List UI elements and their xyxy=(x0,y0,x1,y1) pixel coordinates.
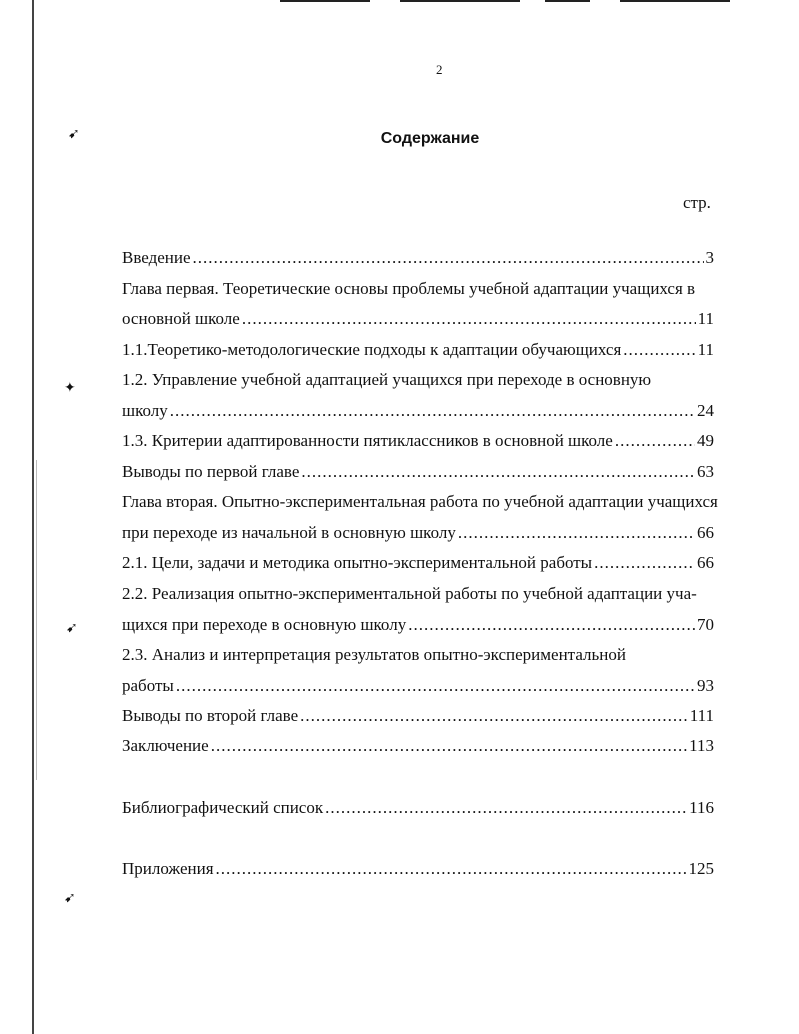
toc-entry xyxy=(122,340,714,360)
leader-dots xyxy=(325,798,687,818)
toc-entry-title: Библиографический список xyxy=(122,798,324,817)
leader-dots xyxy=(301,462,695,482)
toc-entry-page: 11 xyxy=(697,309,714,328)
toc-entry-title: при переходе из начальной в основную школу xyxy=(122,523,456,542)
toc-entry-page: 24 xyxy=(697,401,714,420)
toc-entry-title: Выводы по второй главе xyxy=(122,706,299,725)
leader-dots xyxy=(594,553,695,573)
toc-entry xyxy=(122,431,714,451)
scan-border-left-faint xyxy=(36,460,37,780)
toc-entry-title: Глава первая. Теоретические основы проблемы учебной адаптации учащихся в xyxy=(122,279,696,298)
toc-entry-line xyxy=(122,492,752,512)
toc-entry-page: 3 xyxy=(705,248,714,267)
leader-dots xyxy=(176,676,695,696)
leader-dots xyxy=(242,309,696,329)
toc-entry-line xyxy=(122,370,752,390)
toc-entry xyxy=(122,523,714,543)
toc-entry xyxy=(122,615,714,635)
toc-entry-line xyxy=(122,584,752,604)
toc-entry-title: 1.1.Теоретико-методологические подходы к адаптации обучающихся xyxy=(122,340,622,359)
toc-entry xyxy=(122,676,714,696)
toc-entry xyxy=(122,553,714,573)
toc-entry xyxy=(122,401,714,421)
toc-entry xyxy=(122,798,714,818)
toc-entry-title: Заключение xyxy=(122,736,209,755)
toc-entry-title: Глава вторая. Опытно-экспериментальная работа по учебной адаптации учащихся xyxy=(122,492,718,511)
scan-border-top xyxy=(545,0,590,2)
toc-entry xyxy=(122,736,714,756)
scan-mark-icon: ✦ xyxy=(64,380,76,396)
toc-entry-title: Введение xyxy=(122,248,191,267)
toc-entry xyxy=(122,309,714,329)
toc-entry-page: 113 xyxy=(689,736,714,755)
leader-dots xyxy=(623,340,695,360)
leader-dots xyxy=(170,401,695,421)
scan-border-top xyxy=(400,0,520,2)
toc-entry xyxy=(122,462,714,482)
toc-entry-title: 2.2. Реализация опытно-экспериментальной работы по учебной адаптации уча- xyxy=(122,584,697,603)
toc-entry-title: работы xyxy=(122,676,174,695)
toc-entry-page: 93 xyxy=(697,676,714,695)
toc-entry xyxy=(122,248,714,268)
toc-entry xyxy=(122,859,714,879)
toc-entry-line xyxy=(122,645,752,665)
toc-entry-page: 66 xyxy=(697,553,714,572)
toc-entry-page: 70 xyxy=(697,615,714,634)
toc-entry-title: основной школе xyxy=(122,309,240,328)
toc-entry-page: 116 xyxy=(689,798,714,817)
toc-entry-title: Выводы по первой главе xyxy=(122,462,300,481)
scan-mark-icon: ➹ xyxy=(64,890,76,906)
scan-border-top xyxy=(280,0,370,2)
toc-entry-page: 66 xyxy=(697,523,714,542)
toc-entry-title: 2.3. Анализ и интерпретация результатов опытно-экспериментальной xyxy=(122,645,626,664)
toc-entry-title: 1.2. Управление учебной адаптацией учащихся при переходе в основную xyxy=(122,370,652,389)
toc-entry-title: школу xyxy=(122,401,168,420)
toc-entry-title: 1.3. Критерии адаптированности пятиклассников в основной школе xyxy=(122,431,613,450)
page-title: Содержание xyxy=(380,130,480,147)
page-number: 2 xyxy=(436,62,443,77)
scan-mark-icon: ➹ xyxy=(66,620,78,636)
scan-border-top xyxy=(620,0,730,2)
toc-entry xyxy=(122,706,714,726)
scan-border-left xyxy=(32,0,34,1034)
toc-entry-title: щихся при переходе в основную школу xyxy=(122,615,407,634)
toc-entry-page: 11 xyxy=(697,340,714,359)
page-column-label: стр. xyxy=(683,193,711,212)
leader-dots xyxy=(193,248,704,268)
toc-entry-title: Приложения xyxy=(122,859,214,878)
leader-dots xyxy=(458,523,695,543)
toc-entry-line xyxy=(122,279,752,299)
toc-entry-page: 63 xyxy=(697,462,714,481)
scan-mark-icon: ➹ xyxy=(68,126,80,142)
leader-dots xyxy=(408,615,695,635)
toc-entry-title: 2.1. Цели, задачи и методика опытно-экспериментальной работы xyxy=(122,553,593,572)
toc-entry-page: 49 xyxy=(697,431,714,450)
leader-dots xyxy=(615,431,695,451)
toc-entry-page: 111 xyxy=(689,706,714,725)
leader-dots xyxy=(300,706,688,726)
toc-entry-page: 125 xyxy=(688,859,714,878)
leader-dots xyxy=(216,859,687,879)
leader-dots xyxy=(211,736,687,756)
